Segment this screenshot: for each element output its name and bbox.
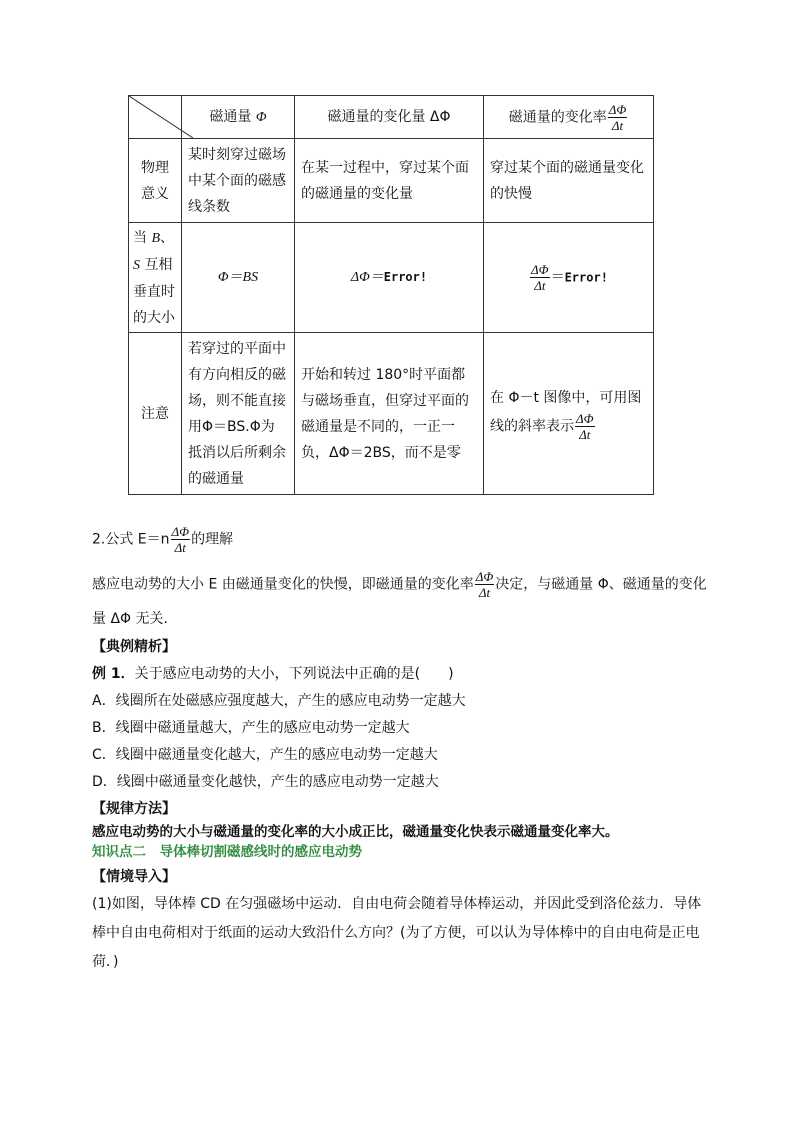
row-label-text: 物理意义 xyxy=(141,159,169,202)
fraction-numerator: ΔΦ xyxy=(171,524,190,539)
fraction-numerator: ΔΦ xyxy=(475,569,494,584)
cell-magnitude-flux: Φ＝BS xyxy=(182,223,295,333)
header-rate-fraction xyxy=(608,102,628,133)
table-row-meaning xyxy=(129,139,654,223)
header-flux xyxy=(182,96,295,139)
example-label: 例 1． xyxy=(92,666,135,682)
cell-magnitude-change xyxy=(295,223,484,333)
label-symbol-s: S xyxy=(133,257,140,273)
fraction-denominator: Δt xyxy=(579,427,591,442)
option-c: C．线圈中磁通量变化越大，产生的感应电动势一定越大 xyxy=(92,747,438,763)
label-part: 、 xyxy=(160,229,175,246)
rate-fraction xyxy=(530,262,550,293)
example-heading: 【典例精析】 xyxy=(92,639,176,655)
option-a: A．线圈所在处磁感应强度越大，产生的感应电动势一定越大 xyxy=(92,693,466,709)
paragraph-line-1 xyxy=(92,569,707,600)
diagonal-line xyxy=(129,96,193,138)
fraction-denominator: Δt xyxy=(534,278,546,293)
fraction-numerator: ΔΦ xyxy=(608,101,627,117)
formula-prefix: ΔΦ＝ xyxy=(350,270,384,285)
header-flux-symbol: Φ xyxy=(255,109,267,125)
table-row-notes xyxy=(129,333,654,495)
formula-heading xyxy=(92,524,233,555)
method-heading: 【规律方法】 xyxy=(92,801,176,817)
row-label-notes: 注意 xyxy=(129,333,182,495)
fraction-numerator: ΔΦ xyxy=(576,411,594,426)
fraction-denominator: Δt xyxy=(174,540,186,555)
table-header-row xyxy=(129,96,654,139)
formula-heading-prefix: 2.公式 E＝n xyxy=(92,531,170,548)
fraction-numerator: ΔΦ xyxy=(531,262,549,277)
header-flux-rate xyxy=(484,96,654,139)
header-flux-label: 磁通量 xyxy=(209,108,256,125)
example-question-text: 关于感应电动势的大小，下列说法中正确的是( ) xyxy=(134,666,454,682)
cell-meaning-rate: 穿过某个面的磁通量变化的快慢 xyxy=(484,139,654,223)
error-text: Error! xyxy=(564,270,608,285)
error-text: Error! xyxy=(383,270,428,284)
diagonal-header-cell xyxy=(129,96,182,139)
formula-fraction xyxy=(171,524,191,555)
header-flux-change xyxy=(295,96,484,139)
paragraph-fraction xyxy=(475,569,495,600)
example-question xyxy=(92,663,454,683)
cell-notes-change: 开始和转过 180°时平面都与磁场垂直，但穿过平面的磁通量是不同的，一正一负，ΔΦ＝2BS，而不是零 xyxy=(295,333,484,495)
label-part: 当 xyxy=(133,229,147,246)
label-part: 互相垂直时的大小 xyxy=(133,256,175,326)
method-text: 感应电动势的大小与磁通量的变化率的大小成正比，磁通量变化快表示磁通量变化率大。 xyxy=(92,824,619,840)
scenario-line-1: (1)如图，导体棒 CD 在匀强磁场中运动．自由电荷会随着导体棒运动，并因此受到洛伦兹力．导体 xyxy=(92,896,702,912)
fraction-denominator: Δt xyxy=(611,117,624,133)
cell-meaning-flux: 某时刻穿过磁场中某个面的磁感线条数 xyxy=(182,139,295,223)
option-b: B．线圈中磁通量越大，产生的感应电动势一定越大 xyxy=(92,720,410,736)
row-label-magnitude xyxy=(129,223,182,333)
concept-table xyxy=(128,95,654,495)
scenario-line-3: 荷．) xyxy=(92,954,119,970)
scenario-line-2: 棒中自由电荷相对于纸面的运动大致沿什么方向？(为了方便，可以认为导体棒中的自由电荷是正电 xyxy=(92,925,700,941)
label-symbol-b: B xyxy=(151,230,161,246)
formula-heading-suffix: 的理解 xyxy=(191,531,234,548)
table-row-magnitude xyxy=(129,223,654,333)
header-flux-rate-label: 磁通量的变化率 xyxy=(508,109,607,125)
option-d: D．线圈中磁通量变化越快，产生的感应电动势一定越大 xyxy=(92,774,439,790)
paragraph-line-2: 量 ΔΦ 无关． xyxy=(92,611,178,627)
scenario-heading: 【情境导入】 xyxy=(92,869,176,885)
cell-magnitude-rate xyxy=(484,223,654,333)
cell-meaning-change: 在某一过程中，穿过某个面的磁通量的变化量 xyxy=(295,139,484,223)
equals-sign: ＝ xyxy=(550,269,565,286)
fraction-denominator: Δt xyxy=(478,585,491,600)
knowledge-point-heading: 知识点二 导体棒切割磁感线时的感应电动势 xyxy=(92,844,362,860)
row-label-meaning xyxy=(129,139,182,223)
row-label-magnitude-text xyxy=(133,225,177,331)
header-flux-change-label: 磁通量的变化量 ΔΦ xyxy=(327,109,451,125)
slope-fraction xyxy=(575,411,595,442)
cell-notes-rate xyxy=(484,333,654,495)
paragraph-text: 决定，与磁通量 Φ、磁通量的变化 xyxy=(495,576,707,593)
paragraph-text: 感应电动势的大小 E 由磁通量变化的快慢，即磁通量的变化率 xyxy=(92,576,474,593)
cell-notes-flux: 若穿过的平面中有方向相反的磁场，则不能直接用Φ＝BS.Φ为抵消以后所剩余的磁通量 xyxy=(182,333,295,495)
notes-rate-text: 在 Φ－t 图像中，可用图线的斜率表示 xyxy=(490,390,642,435)
